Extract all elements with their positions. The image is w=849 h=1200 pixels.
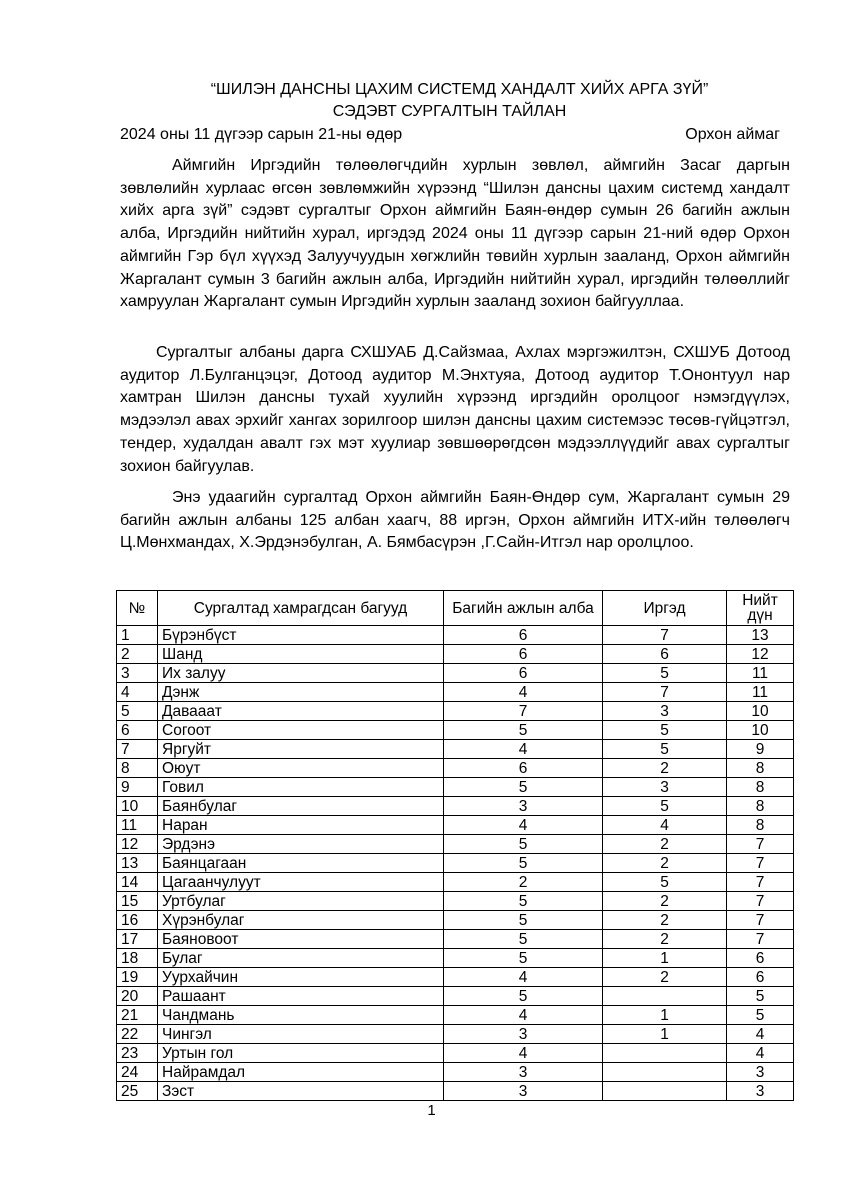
cell-bag-name: Шанд	[158, 645, 444, 664]
cell-total: 13	[727, 626, 794, 645]
cell-number: 9	[117, 778, 158, 797]
cell-office: 4	[444, 1044, 603, 1063]
cell-citizens: 2	[603, 759, 727, 778]
cell-citizens: 5	[603, 664, 727, 683]
cell-bag-name: Даваaат	[158, 702, 444, 721]
page-number: 1	[427, 1102, 436, 1119]
table-row	[117, 664, 794, 683]
cell-office: 6	[444, 645, 603, 664]
cell-office: 4	[444, 1006, 603, 1025]
cell-office: 5	[444, 721, 603, 740]
cell-number: 4	[117, 683, 158, 702]
cell-number: 17	[117, 930, 158, 949]
header-office: Багийн ажлын алба	[444, 591, 603, 626]
cell-bag-name: Булаг	[158, 949, 444, 968]
cell-total: 4	[727, 1025, 794, 1044]
table-row	[117, 835, 794, 854]
cell-bag-name: Яргуйт	[158, 740, 444, 759]
cell-bag-name: Баянцагаан	[158, 854, 444, 873]
cell-bag-name: Наран	[158, 816, 444, 835]
table-row	[117, 987, 794, 1006]
cell-total: 12	[727, 645, 794, 664]
cell-citizens: 2	[603, 892, 727, 911]
cell-total: 8	[727, 797, 794, 816]
cell-office: 6	[444, 759, 603, 778]
cell-bag-name: Их залуу	[158, 664, 444, 683]
cell-number: 8	[117, 759, 158, 778]
cell-total: 11	[727, 683, 794, 702]
cell-citizens: 5	[603, 873, 727, 892]
cell-office: 6	[444, 626, 603, 645]
document-title-line2: СЭДЭВТ СУРГАЛТЫН ТАЙЛАН	[332, 103, 567, 120]
table-header-row	[117, 591, 794, 626]
report-location: Орхон аймаг	[685, 126, 780, 143]
cell-citizens: 1	[603, 949, 727, 968]
table-row	[117, 721, 794, 740]
cell-total: 10	[727, 702, 794, 721]
cell-bag-name: Эрдэнэ	[158, 835, 444, 854]
table-row	[117, 892, 794, 911]
cell-citizens: 2	[603, 930, 727, 949]
table-body	[117, 626, 794, 1101]
cell-bag-name: Найрамдал	[158, 1063, 444, 1082]
cell-total: 7	[727, 873, 794, 892]
cell-total: 6	[727, 968, 794, 987]
cell-office: 3	[444, 1025, 603, 1044]
table-row	[117, 930, 794, 949]
cell-total: 8	[727, 816, 794, 835]
table-row	[117, 911, 794, 930]
cell-total: 6	[727, 949, 794, 968]
cell-number: 3	[117, 664, 158, 683]
cell-number: 7	[117, 740, 158, 759]
cell-office: 5	[444, 911, 603, 930]
cell-total: 3	[727, 1063, 794, 1082]
cell-office: 4	[444, 683, 603, 702]
body-paragraph-1: Аймгийн Иргэдийн төлөөлөгчдийн хурлын зөвлөл, аймгийн Засаг даргын зөвлөлийн хурлаас өгсөн зөвлөмжийн хүрээнд “Шилэн дансны цахим системд хандалт хийх арга зүй” сэдэвт сургалтыг Орхон аймгийн Баян-өндөр сумын 26 багийн ажлын алба, Иргэдийн нийтийн хурал, иргэдэд 2024 оны 11 дүгээр сарын 21-ний өдөр Орхон аймгийн Гэр бүл хүүхэд Залуучуудын хөгжлийн төвийн хурлын зааланд, Орхон аймгийн Жаргалант сумын 3 багийн ажлын алба, Иргэдийн нийтийн хурал, иргэдийн төлөөллийг хамруулан Жаргалант сумын Иргэдийн хурлын зааланд зохион байгууллаа.	[120, 157, 790, 311]
cell-number: 19	[117, 968, 158, 987]
cell-total: 7	[727, 835, 794, 854]
table-row	[117, 759, 794, 778]
cell-total: 7	[727, 930, 794, 949]
cell-number: 25	[117, 1082, 158, 1101]
date-location-line	[120, 125, 780, 145]
table-row	[117, 1063, 794, 1082]
participants-table	[116, 590, 794, 1101]
table-row	[117, 873, 794, 892]
header-number: №	[117, 591, 158, 626]
cell-total: 4	[727, 1044, 794, 1063]
cell-office: 2	[444, 873, 603, 892]
cell-bag-name: Рашаант	[158, 987, 444, 1006]
cell-bag-name: Уртбулаг	[158, 892, 444, 911]
cell-citizens: 6	[603, 645, 727, 664]
cell-total: 10	[727, 721, 794, 740]
cell-number: 13	[117, 854, 158, 873]
cell-bag-name: Бүрэнбүст	[158, 626, 444, 645]
cell-bag-name: Баянбулаг	[158, 797, 444, 816]
cell-citizens	[603, 1082, 727, 1101]
table-row	[117, 968, 794, 987]
cell-total: 5	[727, 1006, 794, 1025]
cell-number: 15	[117, 892, 158, 911]
table-row	[117, 702, 794, 721]
cell-office: 5	[444, 987, 603, 1006]
cell-number: 22	[117, 1025, 158, 1044]
cell-total: 8	[727, 778, 794, 797]
cell-number: 2	[117, 645, 158, 664]
cell-office: 5	[444, 778, 603, 797]
cell-office: 4	[444, 968, 603, 987]
cell-bag-name: Чингэл	[158, 1025, 444, 1044]
table-row	[117, 683, 794, 702]
cell-citizens	[603, 1063, 727, 1082]
cell-citizens: 2	[603, 854, 727, 873]
cell-citizens: 1	[603, 1025, 727, 1044]
cell-citizens: 7	[603, 626, 727, 645]
cell-office: 5	[444, 835, 603, 854]
cell-bag-name: Уурхайчин	[158, 968, 444, 987]
cell-office: 5	[444, 949, 603, 968]
table-row	[117, 1025, 794, 1044]
cell-office: 5	[444, 854, 603, 873]
table-row	[117, 645, 794, 664]
header-bag-name: Сургалтад хамрагдсан багууд	[158, 591, 444, 626]
cell-citizens: 4	[603, 816, 727, 835]
cell-number: 20	[117, 987, 158, 1006]
cell-total: 5	[727, 987, 794, 1006]
table-row	[117, 797, 794, 816]
cell-number: 14	[117, 873, 158, 892]
cell-office: 6	[444, 664, 603, 683]
cell-office: 3	[444, 797, 603, 816]
cell-bag-name: Хүрэнбулаг	[158, 911, 444, 930]
cell-citizens: 3	[603, 702, 727, 721]
table-row	[117, 740, 794, 759]
table-row	[117, 1044, 794, 1063]
cell-citizens: 2	[603, 835, 727, 854]
cell-bag-name: Согоот	[158, 721, 444, 740]
cell-bag-name: Уртын гол	[158, 1044, 444, 1063]
cell-total: 11	[727, 664, 794, 683]
cell-citizens: 5	[603, 721, 727, 740]
cell-number: 5	[117, 702, 158, 721]
cell-citizens: 1	[603, 1006, 727, 1025]
cell-number: 18	[117, 949, 158, 968]
cell-number: 1	[117, 626, 158, 645]
cell-number: 11	[117, 816, 158, 835]
cell-bag-name: Чандмань	[158, 1006, 444, 1025]
cell-total: 8	[727, 759, 794, 778]
body-paragraph-2: Сургалтыг албаны дарга СХШУАБ Д.Сайзмаа, Ахлах мэргэжилтэн, СХШУБ Дотоод аудитор Л.Булганцэцэг, Дотоод аудитор М.Энхтуяа, Дотоод аудитор Т.Ононтуул нар хамтран Шилэн дансны тухай хуулийн хүрээнд иргэдийн оролцоог нэмэгдүүлэх, мэдээлэл авах эрхийг хангах зорилгоор шилэн дансны цахим системээс төсөв-гүйцэтгэл, тендер, худалдан авалт гэх мэт хуулиар зөвшөөрөгдсөн мэдээллүүдийг авах сургалтыг зохион байгуулав.	[120, 344, 790, 475]
cell-office: 3	[444, 1063, 603, 1082]
cell-number: 16	[117, 911, 158, 930]
header-total: Нийт дүн	[727, 591, 794, 626]
cell-bag-name: Цагаанчулуут	[158, 873, 444, 892]
cell-citizens: 2	[603, 968, 727, 987]
table-row	[117, 816, 794, 835]
cell-number: 12	[117, 835, 158, 854]
cell-office: 4	[444, 740, 603, 759]
cell-citizens: 7	[603, 683, 727, 702]
table-row	[117, 949, 794, 968]
cell-number: 24	[117, 1063, 158, 1082]
body-paragraph-3: Энэ удаагийн сургалтад Орхон аймгийн Баян-Өндөр сум, Жаргалант сумын 29 багийн ажлын албаны 125 албан хаагч, 88 иргэн, Орхон аймгийн ИТХ-ийн төлөөлөгч Ц.Мөнхмандах, Х.Эрдэнэбулган, А. Бямбасүрэн ,Г.Сайн-Итгэл нар оролцлоо.	[120, 489, 790, 552]
cell-number: 21	[117, 1006, 158, 1025]
cell-total: 7	[727, 854, 794, 873]
cell-citizens: 5	[603, 797, 727, 816]
cell-citizens: 5	[603, 740, 727, 759]
cell-citizens: 3	[603, 778, 727, 797]
cell-citizens: 2	[603, 911, 727, 930]
cell-office: 3	[444, 1082, 603, 1101]
table-row	[117, 1006, 794, 1025]
table-row	[117, 778, 794, 797]
table-row	[117, 854, 794, 873]
cell-total: 9	[727, 740, 794, 759]
cell-office: 5	[444, 892, 603, 911]
cell-number: 6	[117, 721, 158, 740]
table-row	[117, 626, 794, 645]
cell-office: 4	[444, 816, 603, 835]
document-title-line1: “ШИЛЭН ДАНСНЫ ЦАХИМ СИСТЕМД ХАНДАЛТ ХИЙХ АРГА ЗҮЙ”	[210, 81, 709, 98]
cell-total: 7	[727, 892, 794, 911]
cell-number: 23	[117, 1044, 158, 1063]
cell-number: 10	[117, 797, 158, 816]
cell-citizens	[603, 987, 727, 1006]
cell-office: 5	[444, 930, 603, 949]
header-citizens: Иргэд	[603, 591, 727, 626]
cell-bag-name: Дэнж	[158, 683, 444, 702]
cell-total: 7	[727, 911, 794, 930]
table-row	[117, 1082, 794, 1101]
cell-citizens	[603, 1044, 727, 1063]
cell-bag-name: Баяновоот	[158, 930, 444, 949]
cell-bag-name: Зэст	[158, 1082, 444, 1101]
cell-office: 7	[444, 702, 603, 721]
cell-bag-name: Говил	[158, 778, 444, 797]
cell-bag-name: Оюут	[158, 759, 444, 778]
cell-total: 3	[727, 1082, 794, 1101]
report-date: 2024 оны 11 дүгээр сарын 21-ны өдөр	[120, 126, 403, 143]
